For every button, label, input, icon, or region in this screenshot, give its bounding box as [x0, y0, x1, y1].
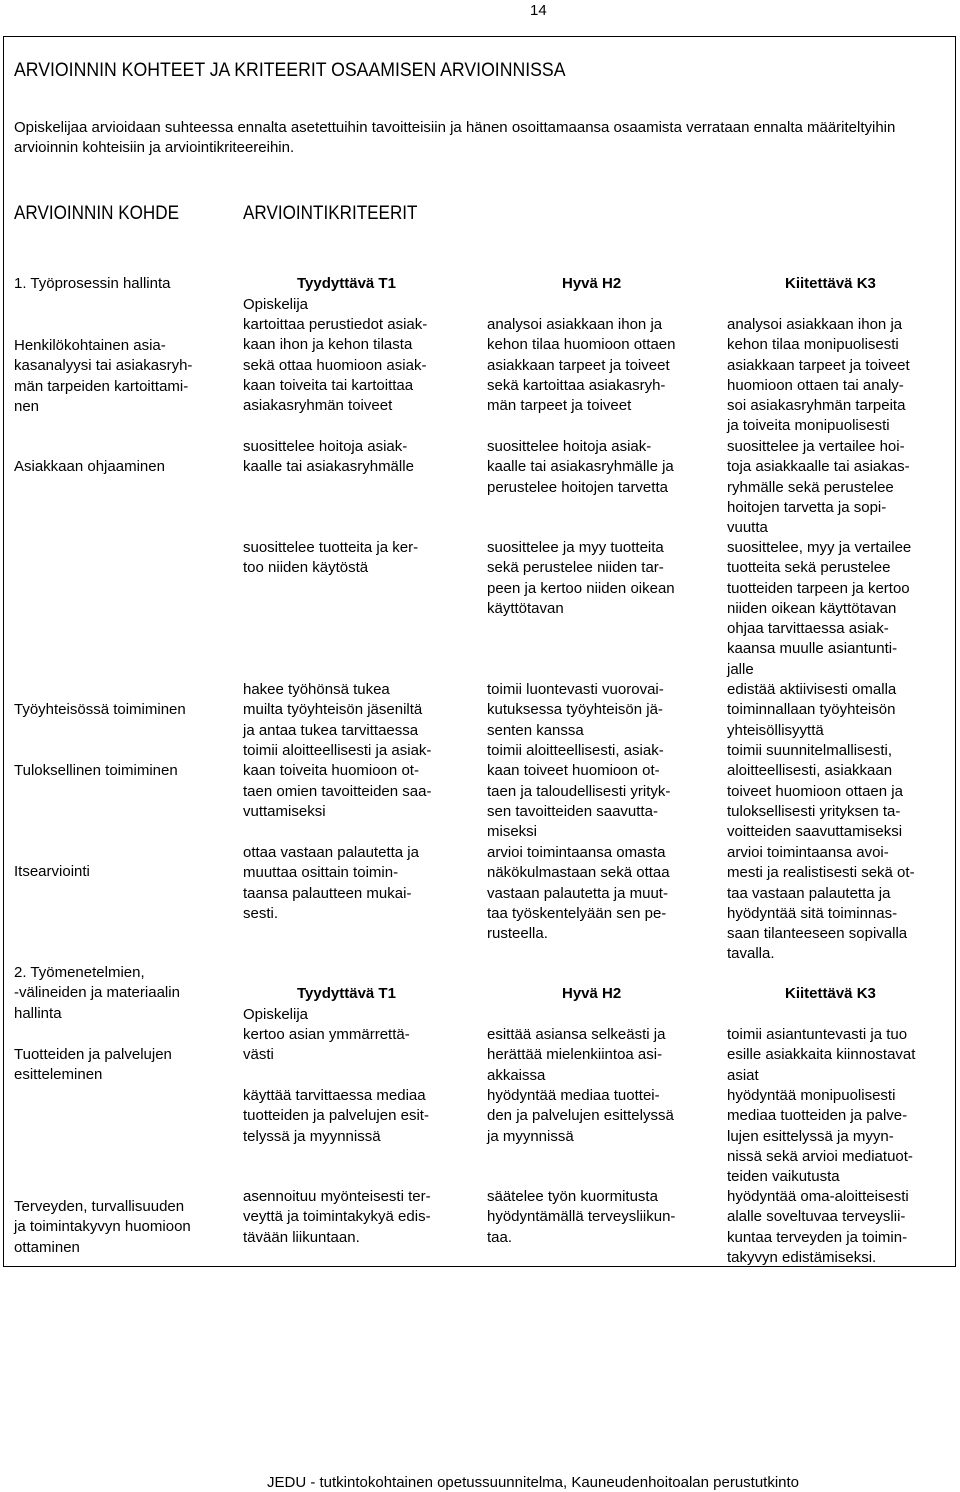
- criterion-k3: [727, 843, 915, 965]
- text-line: 2. Työmenetelmien,: [14, 964, 145, 981]
- text-line: näkökulmastaan sekä ottaa: [487, 864, 670, 882]
- text-line: analysoi asiakkaan ihon ja: [727, 316, 903, 333]
- target-text: [14, 700, 186, 720]
- text-line: västi: [243, 1046, 274, 1064]
- text-line: ja toiveita monipuolisesti: [727, 417, 890, 435]
- text-line: Terveyden, turvallisuuden: [14, 1198, 185, 1215]
- target-text: [14, 457, 165, 477]
- criterion-h2: [487, 437, 674, 498]
- text-line: ottaminen: [14, 1238, 80, 1256]
- criterion-h2: [487, 538, 675, 619]
- page-number: 14: [530, 2, 547, 19]
- text-line: vuttamiseksi: [243, 802, 326, 820]
- text-line: hoitojen tarvetta ja sopi-: [727, 498, 887, 516]
- text-line: muuttaa osittain toimin-: [243, 864, 399, 882]
- text-line: herättää mielenkiintoa asi-: [487, 1046, 663, 1064]
- criterion-h2: [487, 1086, 674, 1147]
- text-line: toimii asiantuntevasti ja tuo: [727, 1026, 908, 1043]
- text-line: analysoi asiakkaan ihon ja: [487, 316, 663, 333]
- text-line: esille asiakkaita kiinnostavat: [727, 1046, 916, 1064]
- text-line: arvioi toimintaansa omasta: [487, 844, 666, 861]
- label-arviointikriteerit: ARVIOINTIKRITEERIT: [243, 203, 418, 224]
- text-line: sekä ottaa huomioon asiak-: [243, 356, 427, 374]
- section1-k3-header: Kiitettävä K3: [785, 275, 876, 292]
- text-line: arvioi toimintaansa avoi-: [727, 844, 889, 861]
- text-line: nissä sekä arvioi mediatuot-: [727, 1147, 913, 1165]
- text-line: män tarpeet ja toiveet: [487, 397, 632, 415]
- text-line: teiden vaikutusta: [727, 1168, 840, 1186]
- text-line: toimii aloitteellisesti, asiak-: [487, 742, 664, 759]
- text-line: kutuksessa työyhteisön jä-: [487, 701, 663, 719]
- text-line: esitteleminen: [14, 1066, 103, 1084]
- text-line: lujen esittelyssä ja myyn-: [727, 1127, 894, 1145]
- text-line: tuotteiden ja palvelujen esit-: [243, 1107, 429, 1125]
- text-line: män tarpeiden kartoittami-: [14, 377, 189, 395]
- text-line: kertoo asian ymmärrettä-: [243, 1026, 410, 1043]
- text-line: nen: [14, 397, 40, 415]
- text-line: suosittelee tuotteita ja ker-: [243, 539, 419, 556]
- criterion-h2: [487, 315, 675, 416]
- text-line: tuloksellisesti yrityksen ta-: [727, 802, 901, 820]
- text-line: yhteisöllisyyttä: [727, 721, 824, 739]
- text-line: takyvyn edistämiseksi.: [727, 1248, 877, 1266]
- text-line: hallinta: [14, 1004, 62, 1022]
- text-line: sekä perustelee niiden tar-: [487, 559, 664, 577]
- target-text: [14, 1045, 172, 1086]
- text-line: taa työskentelyään sen pe-: [487, 904, 667, 922]
- text-line: kaan toiveita huomioon ot-: [243, 762, 419, 780]
- text-line: niiden oikean käyttötavan: [727, 599, 897, 617]
- text-line: taen ja taloudellisesti yrityk-: [487, 782, 671, 800]
- text-line: suosittelee ja vertailee hoi-: [727, 438, 905, 455]
- section2-k3-header: Kiitettävä K3: [785, 985, 876, 1002]
- text-line: Tuloksellinen toimiminen: [14, 762, 178, 779]
- criterion-k3: [727, 315, 910, 437]
- text-line: tuotteiden tarpeen ja kertoo: [727, 579, 910, 597]
- text-line: jalle: [727, 660, 754, 678]
- text-line: akkaissa: [487, 1066, 546, 1084]
- text-line: den ja palvelujen esittelyssä: [487, 1107, 674, 1125]
- text-line: kaansa muulle asiantunti-: [727, 640, 898, 658]
- text-line: asiat: [727, 1066, 759, 1084]
- text-line: ottaa vastaan palautetta ja: [243, 844, 419, 861]
- text-line: hyödyntää mediaa tuottei-: [487, 1087, 660, 1104]
- target-text: [14, 761, 178, 781]
- text-line: hyödyntää oma-aloitteisesti: [727, 1188, 909, 1205]
- text-line: kasanalyysi tai asiakasryh-: [14, 357, 193, 375]
- text-line: Asiakkaan ohjaaminen: [14, 458, 165, 475]
- text-line: asiakkaan tarpeet ja toiveet: [487, 356, 670, 374]
- text-line: Henkilökohtainen asia-: [14, 337, 166, 354]
- criterion-t1: [243, 538, 418, 579]
- target-text: [14, 336, 192, 417]
- text-line: kaalle tai asiakasryhmälle ja: [487, 458, 674, 476]
- text-line: alalle soveltuvaa terveyslii-: [727, 1208, 906, 1226]
- text-line: suosittelee, myy ja vertailee: [727, 539, 912, 556]
- text-line: kuntaa terveyden ja toimin-: [727, 1228, 908, 1246]
- criterion-t1: [243, 315, 427, 416]
- text-line: Itsearviointi: [14, 863, 90, 880]
- text-line: peen ja kertoo niiden oikean: [487, 579, 675, 597]
- text-line: vuutta: [727, 519, 768, 537]
- text-line: mesti ja realistisesti sekä ot-: [727, 864, 915, 882]
- text-line: esittää asiansa selkeästi ja: [487, 1026, 666, 1043]
- criterion-k3: [727, 538, 911, 680]
- section1-t1-header: Tyydyttävä T1: [297, 275, 396, 292]
- section2-title: [14, 963, 180, 1024]
- text-line: hakee työhönsä tukea: [243, 681, 390, 698]
- text-line: kehon tilaa huomioon ottaen: [487, 336, 676, 354]
- text-line: saan tilanteeseen sopivalla: [727, 925, 908, 943]
- text-line: ohjaa tarvittaessa asiak-: [727, 620, 889, 638]
- criterion-t1: [243, 680, 422, 741]
- text-line: ja toimintakyvyn huomioon: [14, 1218, 191, 1236]
- criterion-h2: [487, 843, 670, 944]
- text-line: kaalle tai asiakasryhmälle: [243, 458, 414, 476]
- page-footer: JEDU - tutkintokohtainen opetussuunnitelma, Kauneudenhoitoalan perustutkinto: [267, 1474, 800, 1491]
- text-line: vastaan palautetta ja muut-: [487, 884, 668, 902]
- text-line: Tuotteiden ja palvelujen: [14, 1046, 172, 1063]
- criterion-h2: [487, 1025, 665, 1086]
- text-line: veyttä ja toimintakykyä edis-: [243, 1208, 431, 1226]
- text-line: mediaa tuotteiden ja palve-: [727, 1107, 908, 1125]
- text-line: ja myynnissä: [487, 1127, 574, 1145]
- section2-t1-header: Tyydyttävä T1: [297, 985, 396, 1002]
- text-line: edistää aktiivisesti omalla: [727, 681, 897, 698]
- text-line: telyssä ja myynnissä: [243, 1127, 381, 1145]
- criterion-k3: [727, 741, 903, 842]
- criterion-t1: [243, 1187, 431, 1248]
- text-line: ja antaa tukea tarvittaessa: [243, 721, 419, 739]
- text-line: soi asiakasryhmän tarpeita: [727, 397, 906, 415]
- text-line: käyttää tarvittaessa mediaa: [243, 1087, 426, 1104]
- criterion-t1: [243, 437, 414, 478]
- criterion-t1: [243, 843, 419, 924]
- text-line: perustelee hoitojen tarvetta: [487, 478, 668, 496]
- text-line: rusteella.: [487, 925, 548, 943]
- criterion-k3: [727, 437, 910, 538]
- criterion-h2: [487, 680, 664, 741]
- text-line: toimii suunnitelmallisesti,: [727, 742, 893, 759]
- text-line: toja asiakkaalle tai asiakas-: [727, 458, 910, 476]
- text-line: asiakasryhmän toiveet: [243, 397, 393, 415]
- text-line: tuotteita sekä perustelee: [727, 559, 891, 577]
- criterion-h2: [487, 1187, 675, 1248]
- section1-student-label: Opiskelija: [243, 296, 309, 313]
- text-line: sesti.: [243, 904, 279, 922]
- text-line: taa vastaan palautetta ja: [727, 884, 891, 902]
- text-line: toiminnallaan työyhteisön: [727, 701, 896, 719]
- text-line: hyödyntämällä terveysliikun-: [487, 1208, 676, 1226]
- section2-h2-header: Hyvä H2: [562, 985, 622, 1002]
- criterion-k3: [727, 1025, 915, 1086]
- criterion-t1: [243, 1086, 429, 1147]
- criterion-t1: [243, 741, 431, 822]
- text-line: muilta työyhteisön jäseniltä: [243, 701, 423, 719]
- text-line: tävään liikuntaan.: [243, 1228, 360, 1246]
- text-line: -välineiden ja materiaalin: [14, 984, 180, 1002]
- text-line: sen tavoitteiden saavutta-: [487, 802, 658, 820]
- criterion-k3: [727, 1086, 913, 1187]
- text-line: senten kanssa: [487, 721, 584, 739]
- criterion-h2: [487, 741, 670, 842]
- criterion-k3: [727, 680, 896, 741]
- text-line: taen omien tavoitteiden saa-: [243, 782, 432, 800]
- text-line: ryhmälle sekä perustelee: [727, 478, 894, 496]
- section1-title: 1. Työprosessin hallinta: [14, 275, 171, 292]
- text-line: hyödyntää monipuolisesti: [727, 1087, 896, 1104]
- text-line: suosittelee hoitoja asiak-: [487, 438, 652, 455]
- text-line: taansa palautteen mukai-: [243, 884, 412, 902]
- text-line: voitteiden saavuttamiseksi: [727, 823, 903, 841]
- section2-student-label: Opiskelija: [243, 1006, 309, 1023]
- section1-h2-header: Hyvä H2: [562, 275, 622, 292]
- text-line: Työyhteisössä toimiminen: [14, 701, 186, 718]
- criterion-k3: [727, 1187, 909, 1268]
- text-line: kartoittaa perustiedot asiak-: [243, 316, 428, 333]
- text-line: asennoituu myönteisesti ter-: [243, 1188, 431, 1205]
- page-heading: ARVIOINNIN KOHTEET JA KRITEERIT OSAAMISEN ARVIOINNISSA: [14, 60, 566, 81]
- text-line: käyttötavan: [487, 599, 564, 617]
- text-line: toimii aloitteellisesti ja asiak-: [243, 742, 432, 759]
- text-line: tavalla.: [727, 945, 775, 963]
- text-line: toiveet huomioon ottaen ja: [727, 782, 903, 800]
- text-line: miseksi: [487, 823, 538, 841]
- text-line: säätelee työn kuormitusta: [487, 1188, 658, 1205]
- target-text: [14, 862, 90, 882]
- text-line: kaan ihon ja kehon tilasta: [243, 336, 413, 354]
- text-line: hyödyntää sitä toiminnas-: [727, 904, 898, 922]
- text-line: asiakkaan tarpeet ja toiveet: [727, 356, 910, 374]
- text-line: suosittelee hoitoja asiak-: [243, 438, 408, 455]
- intro-paragraph: Opiskelijaa arvioidaan suhteessa ennalta asetettuihin tavoitteisiin ja hänen osoittamaansa osaamista verrataan ennalta määriteltyihin arvioinnin kohteisiin ja arviointikriteereihin.: [14, 119, 896, 156]
- text-line: toimii luontevasti vuorovai-: [487, 681, 664, 698]
- text-line: suosittelee ja myy tuotteita: [487, 539, 664, 556]
- label-arvioinnin-kohde: ARVIOINNIN KOHDE: [14, 203, 180, 224]
- text-line: sekä kartoittaa asiakasryh-: [487, 376, 666, 394]
- text-line: taa.: [487, 1228, 513, 1246]
- criterion-t1: [243, 1025, 410, 1066]
- text-line: kaan toiveita tai kartoittaa: [243, 376, 414, 394]
- target-text: [14, 1197, 191, 1258]
- text-line: aloitteellisesti, asiakkaan: [727, 762, 893, 780]
- text-line: kehon tilaa monipuolisesti: [727, 336, 899, 354]
- text-line: huomioon ottaen tai analy-: [727, 376, 904, 394]
- text-line: kaan toiveet huomioon ot-: [487, 762, 660, 780]
- text-line: too niiden käytöstä: [243, 559, 369, 577]
